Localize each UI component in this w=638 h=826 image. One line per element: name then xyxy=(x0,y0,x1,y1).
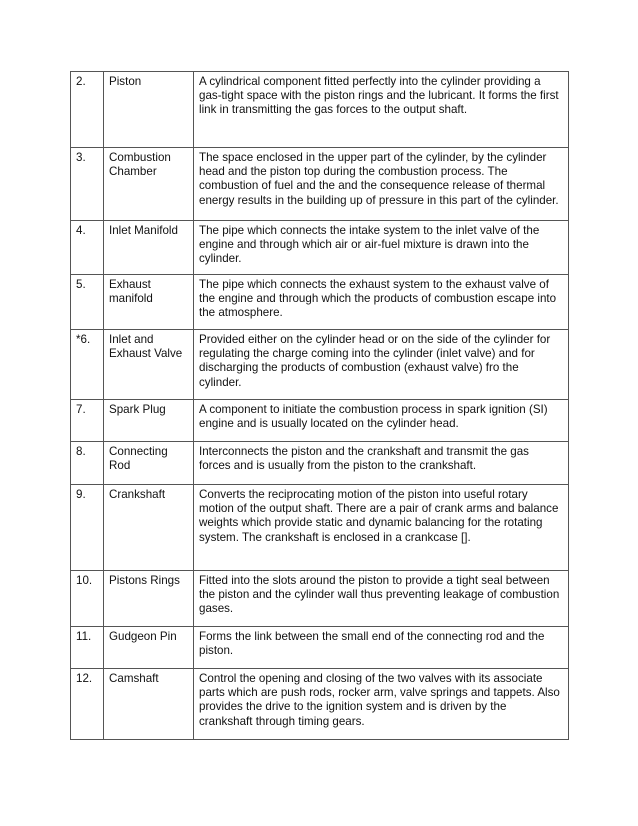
part-description: The pipe which connects the intake system to the inlet valve of the engine and through which air or air-fuel mixture is drawn into the cylinder. xyxy=(194,221,569,275)
part-description: Interconnects the piston and the crankshaft and transmit the gas forces and is usually from the piston to the crankshaft. xyxy=(194,442,569,485)
table-row xyxy=(71,400,569,442)
part-name: Exhaust manifold xyxy=(104,275,194,330)
part-description: Provided either on the cylinder head or on the side of the cylinder for regulating the charge coming into the cylinder (inlet valve) and for discharging the products of combustion (exhaust valve) fro the cylinder. xyxy=(194,330,569,400)
part-description: Converts the reciprocating motion of the piston into useful rotary motion of the output shaft. There are a pair of crank arms and balance weights which provide static and dynamic balancing for the rotating system. The crankshaft is enclosed in a crankcase []. xyxy=(194,485,569,571)
part-name: Combustion Chamber xyxy=(104,148,194,221)
part-name: Inlet and Exhaust Valve xyxy=(104,330,194,400)
table-row xyxy=(71,627,569,669)
part-name: Inlet Manifold xyxy=(104,221,194,275)
part-name: Piston xyxy=(104,72,194,148)
part-name: Crankshaft xyxy=(104,485,194,571)
row-number: 4. xyxy=(71,221,104,275)
row-number: 9. xyxy=(71,485,104,571)
part-name: Gudgeon Pin xyxy=(104,627,194,669)
part-name: Camshaft xyxy=(104,669,194,740)
row-number: 12. xyxy=(71,669,104,740)
table-row xyxy=(71,275,569,330)
row-number: 5. xyxy=(71,275,104,330)
part-description: The space enclosed in the upper part of the cylinder, by the cylinder head and the piston top during the combustion process. The combustion of fuel and the and the consequence release of thermal energy results in the building up of pressure in this part of the cylinder. xyxy=(194,148,569,221)
table-row xyxy=(71,669,569,740)
row-number: 8. xyxy=(71,442,104,485)
table-row xyxy=(71,442,569,485)
part-name: Connecting Rod xyxy=(104,442,194,485)
part-name: Pistons Rings xyxy=(104,571,194,627)
table-row xyxy=(71,571,569,627)
row-number: 10. xyxy=(71,571,104,627)
table-row xyxy=(71,485,569,571)
part-description: The pipe which connects the exhaust system to the exhaust valve of the engine and through which the products of combustion escape into the atmosphere. xyxy=(194,275,569,330)
row-number: 7. xyxy=(71,400,104,442)
part-description: Forms the link between the small end of the connecting rod and the piston. xyxy=(194,627,569,669)
engine-parts-table xyxy=(70,71,569,740)
part-description: Fitted into the slots around the piston to provide a tight seal between the piston and the cylinder wall thus preventing leakage of combustion gases. xyxy=(194,571,569,627)
part-description: A cylindrical component fitted perfectly into the cylinder providing a gas-tight space with the piston rings and the lubricant. It forms the first link in transmitting the gas forces to the output shaft. xyxy=(194,72,569,148)
part-description: A component to initiate the combustion process in spark ignition (SI) engine and is usually located on the cylinder head. xyxy=(194,400,569,442)
row-number: 2. xyxy=(71,72,104,148)
table-row xyxy=(71,330,569,400)
table-row xyxy=(71,221,569,275)
part-description: Control the opening and closing of the two valves with its associate parts which are push rods, rocker arm, valve springs and tappets. Also provides the drive to the ignition system and is driven by the crankshaft through timing gears. xyxy=(194,669,569,740)
table-row xyxy=(71,72,569,148)
row-number: 11. xyxy=(71,627,104,669)
row-number: 3. xyxy=(71,148,104,221)
part-name: Spark Plug xyxy=(104,400,194,442)
table-row xyxy=(71,148,569,221)
row-number: *6. xyxy=(71,330,104,400)
